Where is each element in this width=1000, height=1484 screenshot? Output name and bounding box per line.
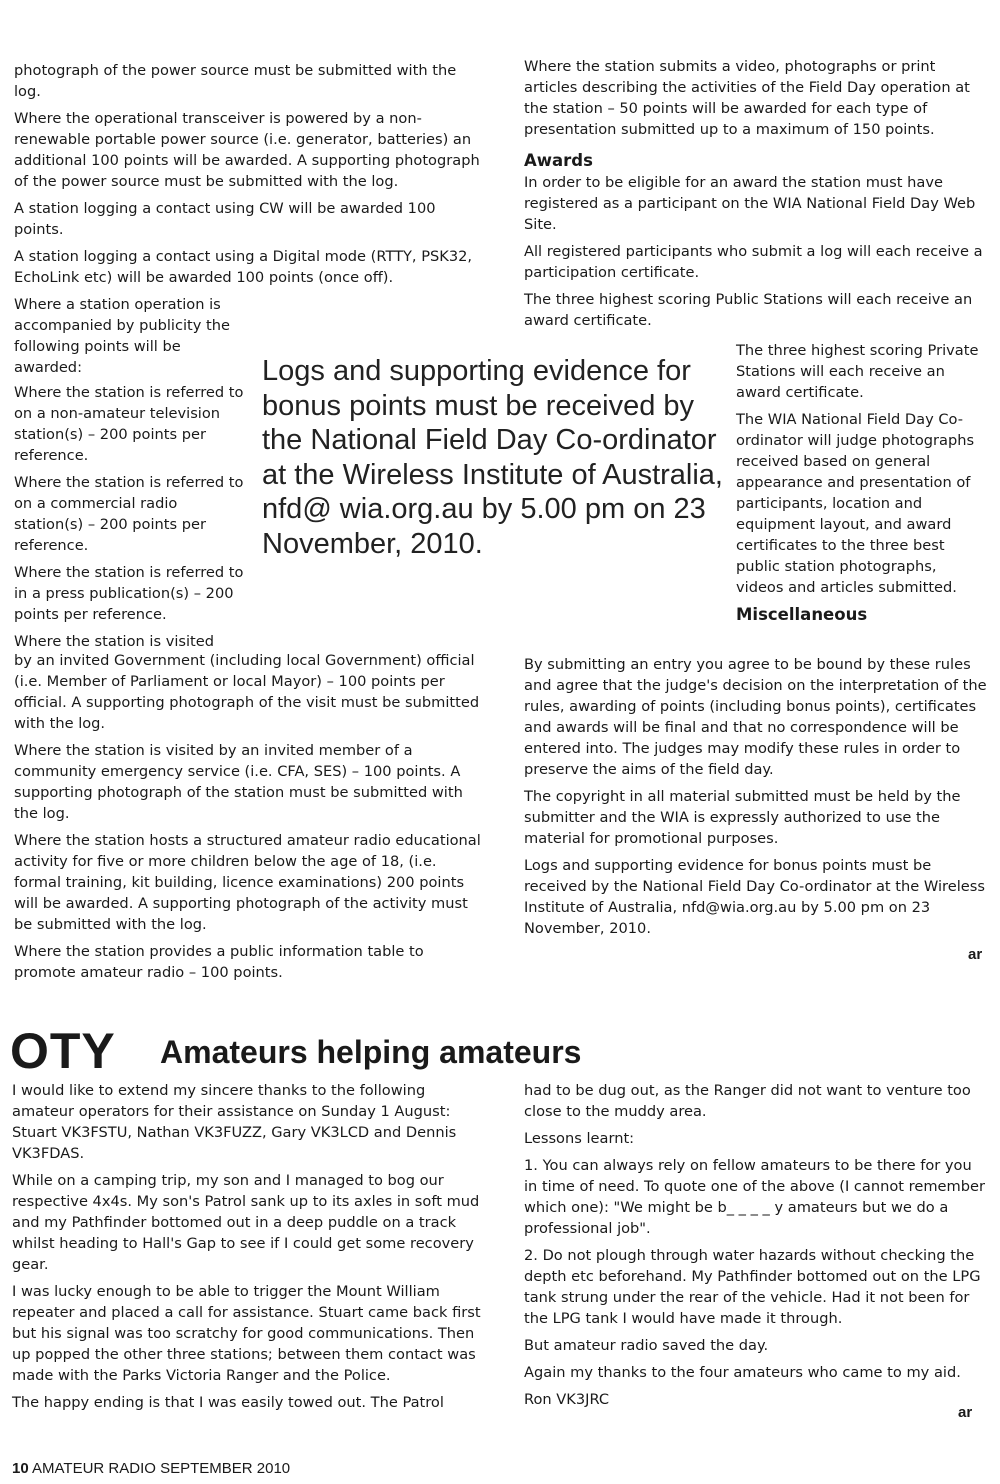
- awards-heading: Awards: [524, 151, 593, 170]
- page-number: 10: [12, 1460, 29, 1477]
- paragraph: The three highest scoring Public Stations will each receive an award certificate.: [524, 291, 973, 329]
- right-column-narrow: [736, 340, 988, 626]
- publication-name: AMATEUR RADIO SEPTEMBER 2010: [32, 1460, 291, 1477]
- page-footer: [12, 1460, 290, 1477]
- paragraph: Where the station submits a video, photographs or print articles describing the activities of the Field Day operation at the station – 50 points will be awarded for each type of presentation submitted up to a maximum of 150 points.: [524, 58, 970, 138]
- paragraph: The three highest scoring Private Stations will each receive an award certificate.: [736, 342, 979, 401]
- paragraph: photograph of the power source must be submitted with the log.: [14, 62, 457, 100]
- paragraph: Where the station is referred to on a commercial radio station(s) – 200 points per reference.: [14, 474, 244, 554]
- section-title: Amateurs helping amateurs: [160, 1034, 582, 1070]
- paragraph: by an invited Government (including local Government) official (i.e. Member of Parliament or local Mayor) – 100 points per official. A supporting photograph of the visit must be submitted with the log.: [14, 652, 480, 732]
- left-column-bottom: [14, 650, 484, 989]
- paragraph: Again my thanks to the four amateurs who came to my aid.: [524, 1364, 961, 1381]
- paragraph: Where the station provides a public information table to promote amateur radio – 100 points.: [14, 943, 424, 981]
- paragraph: Lessons learnt:: [524, 1130, 635, 1147]
- paragraph: Where the station is referred to on a non-amateur television station(s) – 200 points per reference.: [14, 384, 244, 464]
- paragraph: 1. You can always rely on fellow amateurs to be there for you in time of need. To quote one of the above (I cannot remember which one): "We might be b_ _ _ _ y amateurs but we do a professional job".: [524, 1157, 985, 1237]
- paragraph: I would like to extend my sincere thanks to the following amateur operators for their assistance on Sunday 1 August: Stuart VK3FSTU, Nathan VK3FUZZ, Gary VK3LCD and Dennis VK3FDAS.: [12, 1082, 457, 1162]
- paragraph: Where the station is visited by an invited member of a community emergency service (i.e. CFA, SES) – 100 points. A supporting photograph of the station must be submitted with the log.: [14, 742, 463, 822]
- paragraph: Where the station hosts a structured amateur radio educational activity for five or more children below the age of 18, (i.e. formal training, kit building, licence examinations) 200 points will be awarded. A supporting photograph of the activity must be submitted with the log.: [14, 832, 481, 933]
- right-column-top: [524, 56, 986, 337]
- oty-left-column: [12, 1080, 490, 1419]
- right-column-bottom: [524, 654, 988, 945]
- paragraph: By submitting an entry you agree to be bound by these rules and agree that the judge's decision on the interpretation of the rules, awarding of points (including bonus points), certificates and awards will be final and that no correspondence will be entered into. The judges may modify these rules in order to preserve the aims of the field day.: [524, 656, 987, 778]
- paragraph: The WIA National Field Day Co-ordinator will judge photographs received based on general appearance and presentation of participants, location and equipment layout, and award certificates to the three best public station photographs, videos and articles submitted.: [736, 411, 975, 596]
- paragraph: Where a station operation is accompanied by publicity the following points will be awarded:: [14, 296, 230, 376]
- section-label: OTY: [10, 1023, 116, 1079]
- paragraph: 2. Do not plough through water hazards without checking the depth etc beforehand. My Pathfinder bottomed out on the LPG tank strung under the rear of the vehicle. Had it not been for the LPG tank I would have made it through.: [524, 1247, 981, 1327]
- miscellaneous-heading: Miscellaneous: [736, 605, 868, 624]
- paragraph: I was lucky enough to be able to trigger the Mount William repeater and placed a call for assistance. Stuart came back first but his signal was too scratchy for good communications. Then up popped the other three stations; between them contact was made with the Parks Victoria Ranger and the Police.: [12, 1283, 481, 1384]
- end-mark: ar: [968, 946, 983, 963]
- paragraph: Where the station is visited: [14, 633, 215, 650]
- paragraph: But amateur radio saved the day.: [524, 1337, 769, 1354]
- paragraph: had to be dug out, as the Ranger did not want to venture too close to the muddy area.: [524, 1082, 971, 1120]
- pull-quote: Logs and supporting evidence for bonus points must be received by the National Field Day Co-ordinator at the Wireless Institute of Australia, nfd@ wia.org.au by 5.00 pm on 23 November, 2010.: [262, 355, 723, 560]
- oty-right-column: [524, 1080, 986, 1416]
- paragraph: In order to be eligible for an award the station must have registered as a participant on the WIA National Field Day Web Site.: [524, 174, 976, 233]
- paragraph: A station logging a contact using CW will be awarded 100 points.: [14, 200, 436, 238]
- paragraph: While on a camping trip, my son and I managed to bog our respective 4x4s. My son's Patrol sank up to its axles in soft mud and my Pathfinder bottomed out in a deep puddle on a track whilst heading to Hall's Gap to see if I could get some recovery gear.: [12, 1172, 480, 1273]
- signature: Ron VK3JRC: [524, 1391, 610, 1408]
- paragraph: The copyright in all material submitted must be held by the submitter and the WIA is expressly authorized to use the material for promotional purposes.: [524, 788, 961, 847]
- end-mark: ar: [958, 1404, 973, 1421]
- paragraph: A station logging a contact using a Digital mode (RTTY, PSK32, EchoLink etc) will be awarded 100 points (once off).: [14, 248, 473, 286]
- left-column-top: [14, 60, 484, 384]
- paragraph: Where the operational transceiver is powered by a non-renewable portable power source (i.e. generator, batteries) an additional 100 points will be awarded. A supporting photograph of the power source must be submitted with the log.: [14, 110, 480, 190]
- paragraph: All registered participants who submit a log will each receive a participation certificate.: [524, 243, 983, 281]
- paragraph: Logs and supporting evidence for bonus points must be received by the National Field Day Co-ordinator at the Wireless Institute of Australia, nfd@wia.org.au by 5.00 pm on 23 November, 2010.: [524, 857, 985, 937]
- paragraph: The happy ending is that I was easily towed out. The Patrol: [12, 1394, 444, 1411]
- left-column-narrow: [14, 382, 250, 652]
- paragraph: Where the station is referred to in a press publication(s) – 200 points per reference.: [14, 564, 244, 623]
